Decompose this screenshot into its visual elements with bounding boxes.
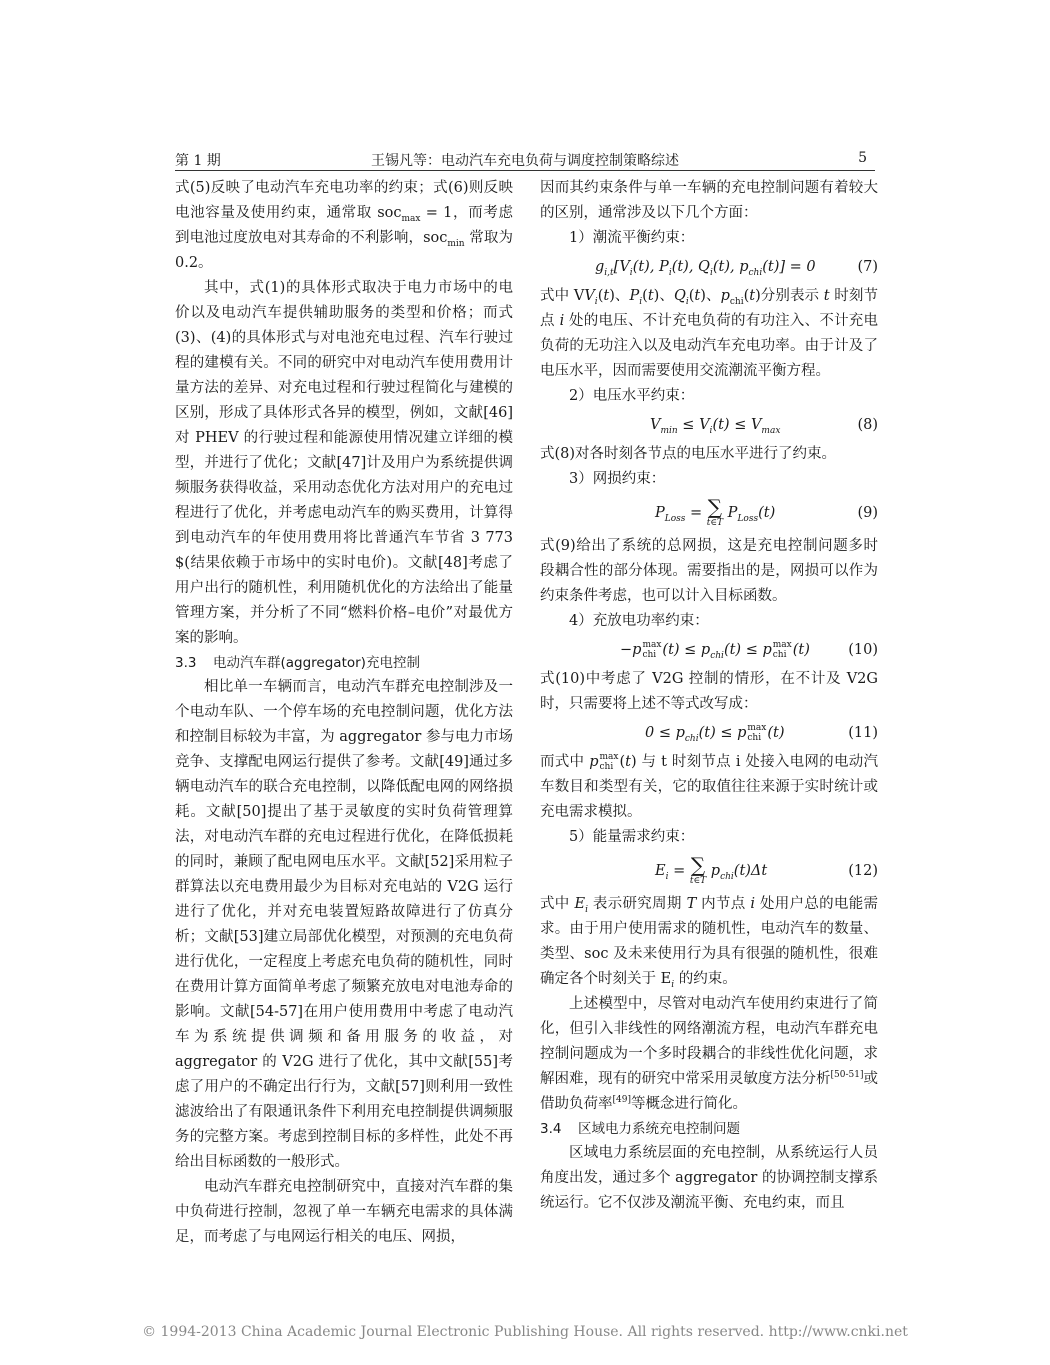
paragraph: 因而其约束条件与单一车辆的充电控制问题有着较大的区别，通常涉及以下几个方面： [540,180,878,221]
equation-number: (12) [848,863,878,879]
page-number: 5 [858,150,867,166]
issue-label: 第 1 期 [175,153,221,169]
paragraph: 相比单一车辆而言，电动汽车群充电控制涉及一个电动车队、一个停车场的充电控制问题，优化方法和控制目标较为丰富，为 aggregator 参与电力市场竞争、支撑配电网运行提供了参考。文献[49]通过多辆电动汽车的联合充电控制，以降低配电网的网络损耗。文献[50]提出了基于灵敏度的实时负荷管理算法，对电动汽车群的充电过程进行优化，在降低损耗的同时，兼顾了配电网电压水平。文献[52]采用粒子群算法以充电费用最少为目标对充电站的 V2G 运行进行了优化，并对充电装置短路故障进行了仿真分析；文献[53]建立局部优化模型，对预测的充电负荷进行优化，一定程度上考虑充电负荷的随机性，同时在费用计算方面简单考虑了频繁充放电对电池寿命的影响。文献[54-57]在用户使用费用中考虑了电动汽车为系统提供调频和备用服务的收益，对 aggregator 的 V2G 进行了优化，其中文献[55]考虑了用户的不确定出行行为，文献[57]则利用一致性滤波给出了有限通讯条件下利用充电控制提供调频服务的完整方案。考虑到控制目标的多样性，此处不再给出目标函数的一般形式。 [175,679,513,1170]
paragraph: 上述模型中，尽管对电动汽车使用约束进行了简化，但引入非线性的网络潮流方程，电动汽车群充电控制问题成为一个多时段耦合的非线性优化问题，求解困难，现有的研究中常采用灵敏度方法分析[50-51]或借助负荷率[49]等概念进行简化。 [540,996,879,1112]
equation-number: (9) [857,505,878,521]
right-column [540,176,878,1216]
equation-number: (8) [857,417,878,433]
constraint-heading: 1）潮流平衡约束： [569,230,695,246]
paragraph: 而式中 p max chi (t) 与 t 时刻节点 i 处接入电网的电动汽车数目和类型有关，它的取值往往来源于实时统计或充电需求模拟。 [540,752,878,820]
constraint-heading: 3）网损约束： [569,471,666,487]
paragraph: 式中 $E_i$ 表示研究周期 T 内节点 i 处用户总的电能需求。由于用户使用需求的随机性，电动汽车的数量、类型、soc 及未来使用行为具有很强的随机性，很难确定各个时刻关于 $E_i$ 的约束。 [540,896,879,990]
constraint-heading: 5）能量需求约束： [569,829,695,845]
equation-number: (10) [848,642,878,658]
equation-number: (11) [848,725,878,741]
running-title: 王锡凡等：电动汽车充电负荷与调度控制策略综述 [371,153,679,169]
equation-number: (7) [857,259,878,275]
paragraph: 式(5)反映了电动汽车充电功率的约束；式(6)则反映电池容量及使用约束，通常取 soc$_{max}$ = 1，而考虑到电池过度放电对其寿命的不利影响，soc$_{min}$ 常取为 0.2。 [175,180,513,271]
equation-11: $0 \le p_{chi}(t) \le p$ max chi (t) (11) [540,717,878,750]
running-header [175,150,875,171]
section-heading-3-3: 3.3 电动汽车群(aggregator)充电控制 [175,655,420,671]
paragraph: 其中，式(1)的具体形式取决于电力市场中的电价以及电动汽车提供辅助服务的类型和价格；而式(3)、(4)的具体形式与对电池充电过程、汽车行驶过程的建模有关。不同的研究中对电动汽车使用费用计量方法的差异、对充电过程和行驶过程简化与建模的区别，形成了具体形式各异的模型，例如，文献[46]对 PHEV 的行驶过程和能源使用情况建立详细的模型，并进行了优化；文献[47]计及用户为系统提供调频服务获得收益，采用动态优化方法对用户的充电过程进行了优化，并考虑电动汽车的购买费用，计算得到电动汽车的年使用费用将比普通汽车节省 3 773 $(结果依赖于市场中的实时电价)。文献[48]考虑了用户出行的随机性，利用随机优化的方法给出了能量管理方案，并分析了不同“燃料价格–电价”对最优方案的影响。 [175,280,513,646]
section-heading-3-4: 3.4 区域电力系统充电控制问题 [540,1121,740,1137]
paragraph: 区域电力系统层面的充电控制，从系统运行人员角度出发，通过多个 aggregator 的协调控制支撑系统运行。它不仅涉及潮流平衡、充电约束，而且 [540,1145,878,1211]
equation-10: −p max chi $(t) \le p_{chi}(t) \le p$ max chi (t) (10) [540,634,878,667]
equation-9: $P_{Loss}$ = ∑ t∈T $P_{Loss}(t)$ (9) [540,492,878,534]
paragraph: 式(10)中考虑了 V2G 控制的情形，在不计及 V2G 时，只需要将上述不等式改写成： [540,671,878,712]
equation-8: $V_{min} \le V_i(t) \le V_{max}$ (8) [540,409,878,442]
paragraph: 式中 $VV_i(t)$、$P_i(t)$、$Q_i(t)$、$p_{chi}(t)$分别表示 t 时刻节点 i 处的电压、不计充电负荷的有功注入、不计充电负荷的无功注入以及电动汽车充电功率。由于计及了电压水平，因而需要使用交流潮流平衡方程。 [540,288,879,379]
equation-12: $E_i$ = ∑ t∈T $p_{chi}(t)\Delta t$ (12) [540,850,878,892]
constraint-heading: 2）电压水平约束： [569,388,695,404]
constraint-heading: 4）充放电功率约束： [569,613,709,629]
paragraph: 式(9)给出了系统的总网损，这是充电控制问题多时段耦合性的部分体现。需要指出的是，网损可以作为约束条件考虑，也可以计入目标函数。 [540,538,878,604]
copyright-footer: © 1994-2013 China Academic Journal Electronic Publishing House. All rights reserved. http://www.cnki.net [142,1324,908,1340]
equation-7: $g_{i,t}[V_i(t)$, $P_i(t)$, $Q_i(t)$, $p_{chi}(t)] = 0$ (7) [540,251,878,284]
paragraph: 式(8)对各时刻各节点的电压水平进行了约束。 [540,446,837,462]
left-column [175,176,513,1250]
paragraph: 电动汽车群充电控制研究中，直接对汽车群的集中负荷进行控制，忽视了单一车辆充电需求的具体满足，而考虑了与电网运行相关的电压、网损， [175,1179,513,1245]
